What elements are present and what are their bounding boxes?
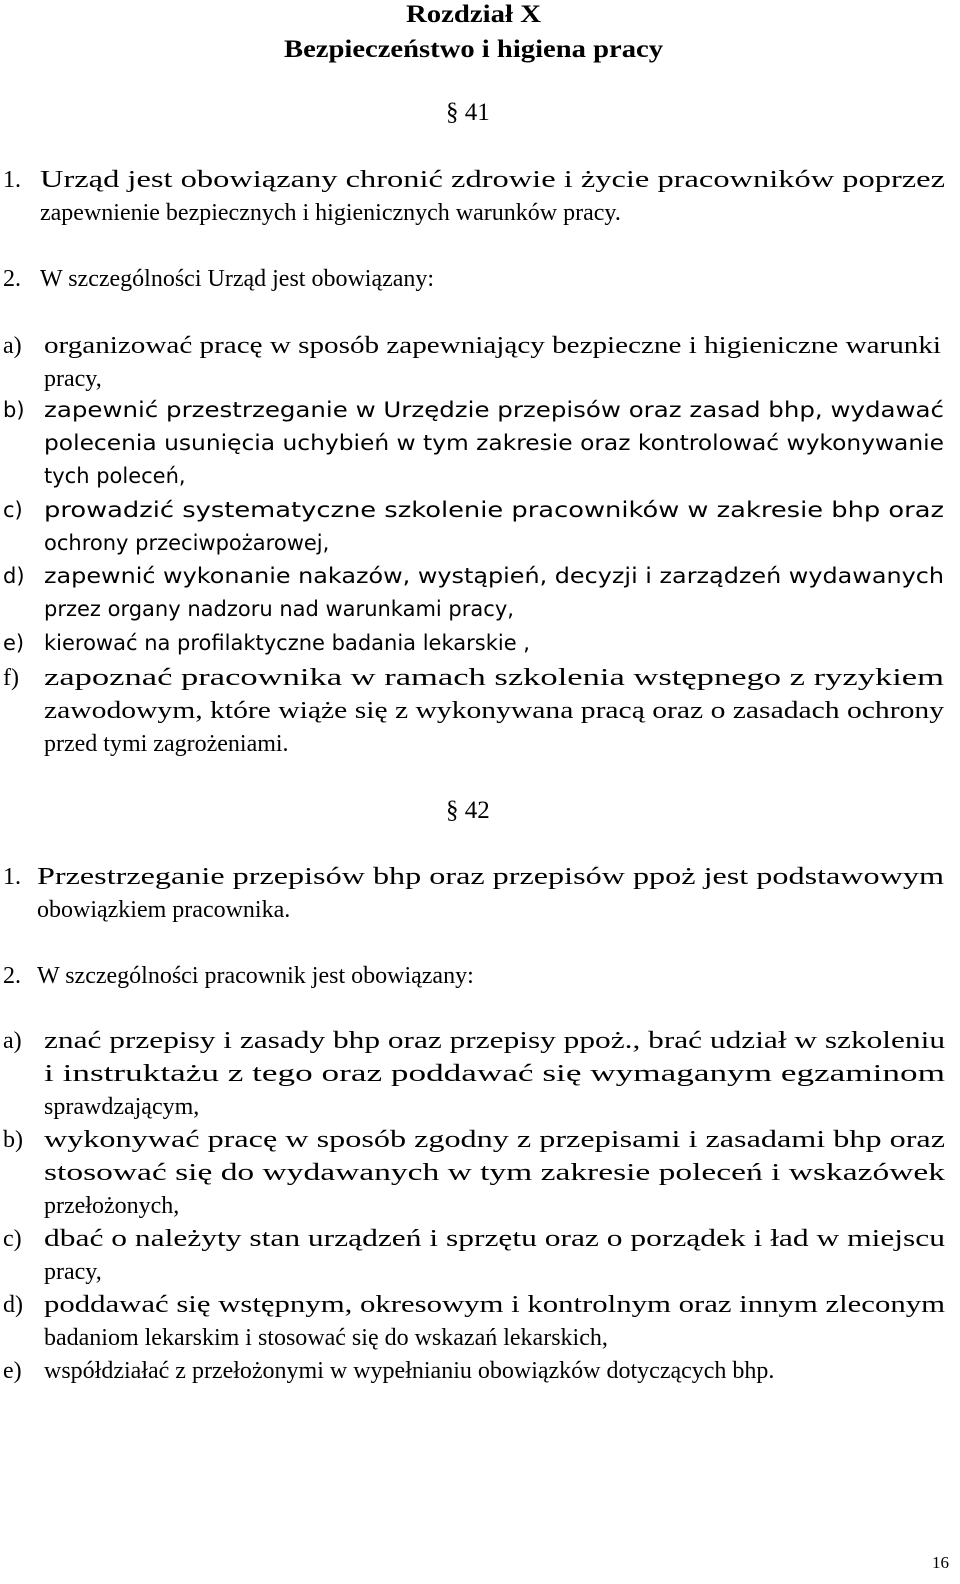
paragraph-marker: 1.	[3, 167, 21, 193]
list-item-line: poddawać się wstępnym, okresowym i kontrolnym oraz innym zleconym	[44, 1292, 945, 1318]
list-item-line: i instruktażu z tego oraz poddawać się wymaganym egzaminom	[44, 1061, 945, 1087]
list-item-line: organizować pracę w sposób zapewniający bezpieczne i higieniczne warunki	[44, 333, 941, 359]
list-item-marker: d)	[3, 1292, 23, 1318]
list-item-line: dbać o należyty stan urządzeń i sprzętu oraz o porządek i ład w miejscu	[44, 1226, 945, 1252]
paragraph-line: obowiązkiem pracownika.	[37, 897, 291, 923]
chapter-subtitle: Bezpieczeństwo i higiena pracy	[284, 36, 663, 63]
list-item-line: przełożonych,	[44, 1193, 180, 1219]
chapter-title: Rozdział X	[406, 1, 541, 28]
list-item-marker: b)	[3, 398, 25, 422]
list-item-line: zawodowym, które wiąże się z wykonywana pracą oraz o zasadach ochrony	[44, 698, 945, 724]
paragraph-marker: 2.	[3, 266, 21, 292]
list-item-line: ochrony przeciwpożarowej,	[44, 531, 330, 555]
list-item-line: współdziałać z przełożonymi w wypełnianiu obowiązków dotyczących bhp.	[44, 1358, 775, 1384]
section-mark	[446, 798, 490, 823]
list-item-line: przed tymi zagrożeniami.	[44, 731, 289, 757]
list-item-marker: c)	[3, 498, 23, 522]
list-item-line: sprawdzającym,	[44, 1094, 200, 1120]
section-symbol: §	[446, 797, 459, 824]
list-item-line: polecenia usunięcia uchybień w tym zakresie oraz kontrolować wykonywanie	[44, 431, 945, 455]
section-number: 41	[464, 99, 490, 126]
list-item-marker: a)	[3, 333, 22, 359]
paragraph-line: W szczególności Urząd jest obowiązany:	[40, 266, 435, 292]
paragraph-line: Przestrzeganie przepisów bhp oraz przepisów ppoż jest podstawowym	[37, 864, 944, 890]
list-item-line: wykonywać pracę w sposób zgodny z przepisami i zasadami bhp oraz	[44, 1127, 945, 1153]
list-item-marker: c)	[3, 1226, 22, 1252]
list-item-line: badaniom lekarskim i stosować się do wskazań lekarskich,	[44, 1325, 608, 1351]
list-item-marker: e)	[3, 1358, 22, 1384]
list-item-line: znać przepisy i zasady bhp oraz przepisy ppoż., brać udział w szkoleniu	[44, 1028, 945, 1054]
list-item-line: zapoznać pracownika w ramach szkolenia wstępnego z ryzykiem	[44, 665, 944, 691]
list-item-line: pracy,	[44, 1259, 102, 1285]
list-item-line: prowadzić systematyczne szkolenie pracowników w zakresie bhp oraz	[44, 498, 944, 522]
paragraph-line: W szczególności pracownik jest obowiązany:	[37, 963, 474, 989]
list-item-marker: a)	[3, 1028, 22, 1054]
list-item-line: zapewnić wykonanie nakazów, wystąpień, decyzji i zarządzeń wydawanych	[44, 564, 944, 588]
list-item-marker: d)	[3, 564, 25, 588]
list-item-marker: b)	[3, 1127, 23, 1153]
list-item-line: kierować na profilaktyczne badania lekarskie ,	[44, 631, 530, 655]
list-item-line: przez organy nadzoru nad warunkami pracy,	[44, 597, 514, 621]
list-item-line: pracy,	[44, 366, 102, 392]
list-item-line: zapewnić przestrzeganie w Urzędzie przepisów oraz zasad bhp, wydawać	[44, 398, 945, 422]
section-mark	[446, 100, 490, 125]
section-number: 42	[464, 797, 490, 824]
list-item-marker: f)	[3, 665, 19, 691]
page-number: 16	[932, 1553, 949, 1572]
list-item-line: stosować się do wydawanych w tym zakresie poleceń i wskazówek	[44, 1160, 945, 1186]
section-symbol: §	[446, 99, 459, 126]
list-item-line: tych poleceń,	[44, 464, 186, 488]
list-item-marker: e)	[3, 631, 25, 655]
paragraph-marker: 2.	[3, 963, 21, 989]
paragraph-line: Urząd jest obowiązany chronić zdrowie i życie pracowników poprzez	[40, 167, 945, 193]
paragraph-marker: 1.	[3, 864, 21, 890]
paragraph-line: zapewnienie bezpiecznych i higienicznych warunków pracy.	[40, 200, 621, 226]
